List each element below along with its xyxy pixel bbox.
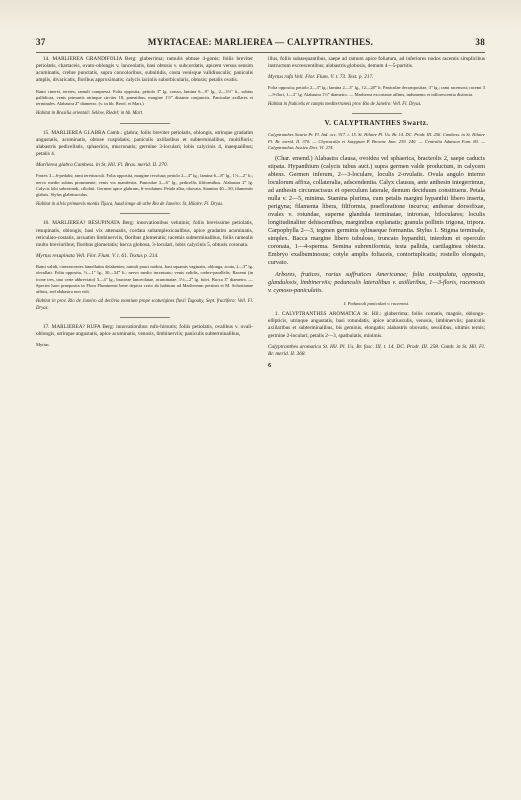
signature-mark: Myrtac. — [36, 342, 51, 348]
species-entry-17: 17. MARLIEREA? RUFA Berg: innovationibus rufo-hirsutis; foliis petiolatis, ovalibus v. ovali-oblongis, utrinque angustatis, apice acuminatis, venosis, limbinerviis; paniculis subterminalibus, — [36, 323, 253, 337]
species-habitat-14: Habitat in Brasilia orientali: Sellow, Riedel; in hb. Mart. — [36, 111, 144, 117]
species-description-14: Rami cinerei, teretes; ramuli compressi. Folia opposita, petiolo 3‴ lg. crasso, lamina 6—9″ lg., 2—3½″ lt., subtus pallidiora, venis primariis utrinque circiter 18, patentibus, margine 1½‴ distante conjunctis. Paniculae axillares et terminales. Alabastra 2‴ diametro. (v. in hb. Berol. et Mart.) — [36, 88, 253, 107]
right-column — [268, 56, 485, 786]
species-entry-14: 14. MARLIEREA GRANDIFOLIA Berg: glaberrima; ramulis obtuse 4-gonis; foliis breviter petiolatis, chartaceis, ovato-oblongis v. lanceolatis, basi obtusis v. subcordatis, apicem versus sensim acuminatis, crebre punctatis, supra concoloribus, subnitidis, costa venisque validiusculis; paniculis amplis, divaricatis, floribus approximatis; calycis laciniis suborbicularis, obtusis; petalis ovatis. — [36, 56, 253, 84]
separator — [120, 213, 170, 214]
left-column — [36, 56, 253, 786]
page-number-right: 38 — [475, 37, 485, 47]
running-header — [36, 37, 485, 51]
separator — [352, 113, 402, 114]
species-description-17: Folia opposita; petiolo 2—3‴ lg.; lamina 2—3″ lg., 12—20‴ lt. Paniculae decompositae, 3″ lg.; rami racemosi; racemi 3—9-flori, 1—2″ lg. Alabastra 1½‴ diametro. — Marlierea excoriatae affinis, indumento et inflorescentia distincta. — [268, 85, 485, 97]
species-entry-15: 15. MARLIEREA GLABRA Camb.: glabra; foliis breviter petiolatis, oblongis, utrinque gradatim angustatis, acuminatis, obtuse cuspidatis; paniculis axillaribus et subterminalibus, multifloris; alabastris pedicellatis, sphaericis, mucronatis; germine 3-loculari; lobis calycinis 4, inaequalibus; petalis 4. — [36, 129, 253, 157]
species-description-15: Frutex 3—6-pedalis; rami teretiusculi. Folia opposita, margine revoluta; petiolo 2—3‴ lg.; lamina 6—8″ lg., 1½—2″ lt.; nervo medio subtus prominente; venis vix manifestis. Paniculae 3—6″ lg., pedicellis filiformibus. Alabastra 2‴ lg. Calycis lobi subrotundi, ciliolati. Germen apice glabrum, 6-ovulatum. Petala alba, obovata. Stamina 40—50, filamentis glabris. Stylus glabriusculus. — [36, 173, 253, 197]
section-subheading: I. Pedunculi paniculati v. racemosi. — [343, 300, 410, 306]
page-signature: 6 — [268, 362, 272, 370]
species-synonym-15: Marlierea glabra Cambess. in St. Hil. Fl. Bras. merid. II. 270. — [36, 162, 168, 169]
running-title: MYRTACEAE: MARLIEREA — CALYPTRANTHES. — [147, 37, 374, 47]
genus-synonymy: Calyptranthes Swartz Pr. Fl. Ind. occ. 917. t. 15. St. Hilaire Pl. Us. Br. 14. DC. Prodr. III. 256. Cambess. in St. Hilaire Fl. Br. merid. II. 370. — Chytraculia et Suzygium P. Browne Jam. 239. 240. — Centralia Adanson Fam. 80. — Calyptranthus Jussieu Dict. VI. 274. — [268, 132, 485, 150]
genus-heading: V. CALYPTRANTHES Swartz. — [324, 119, 429, 128]
page-number-left: 37 — [36, 37, 46, 47]
species-synonym-16: Myrtus resupinata Vell. Flor. Flum. V. t. 61. Textus p. 214. — [36, 253, 159, 260]
species-synonym-calyptranthes-1: Calyptranthes aromatica St. Hil. Pl. Us. Br. fasc. III. t. 14. DC. Prodr. III. 258. Camb. in St. Hil. Fl. Br. merid. II. 368. — [268, 343, 485, 357]
species-entry-16: 16. MARLIEREA? RESUPINATA Berg: innovationibus velutinis; foliis brevissime petiolatis, resupinatis, oblongis, basi vix attenuatis, cordata subamplexicaulibus, apice gradatim acuminatis, reticulato-costatis, arcuatim limbinerviis, floribus glomeratis; racemis subterminalibus, foliis ramealis multo brevioribus; floribus glomeratis; bacca globosa, 3-loculari, lobis calycinis 5, obtusis coronata. — [36, 220, 253, 248]
genus-habit: Arbores, frutices, rarius suffrutices Americanae; folia exstipulata, opposita, glandulosis, limbinerviis; pedunculis lateralibus v. axillaribus, 1—3-floris, racemosis v. cymoso-paniculatis. — [268, 270, 485, 294]
species-synonym-17: Myrtus rufa Vell. Flor. Flum. V. t. 73. Text. p. 217. — [268, 74, 374, 81]
species-habitat-17: Habitat in fruticetis et campis mediterraneis prov. Rio de Janeiro: Vell. Fl. Dryas. — [268, 101, 422, 107]
species-entry-calyptranthes-1: 1. CALYPTRANTHES AROMATICA St. Hil.: glaberrima; foliis comatis, magnis, oblongo-ellipticis, utrinque angustatis, basi rotundatis, apice acutiusculis, venosis, limbinerviis; paniculis axillaribus et subterminalibus, bis geminis, elongatis; alabastris obovatis, sessilibus, ultimis ternis; germine 2-loculari; petalis 2—3, spathulatis, minimis. — [268, 311, 485, 339]
species-habitat-16: Habitat in prov. Rio de Janeiro ad declivia montium prope scaturigines fluvii Tagoahy, Sept. fructifera: Vell. Fl. Dryas. — [36, 299, 253, 311]
header-rule — [36, 52, 485, 53]
species-habitat-15: Habitat in silvis primaevis montis Tijuca, haud longe ab urbe Rio de Janeiro: St. Hilaire. Fl. Dryas. — [36, 202, 224, 208]
species-description-16: Rami validi, cinerascentes lamellatim delabentes; ramuli pauci nodosi, basi squamis vaginatis, oblonga, acuta, 2—3‴ lg. obvallati. Folia opposita, ½—1″ lg., 30—34‴ lt.; nervo medio incrassato; venis validis, crebre-parallelis. Racemi (in icone tres, uno certe abbreviato) 3—4″ lg., bracteae lanceolatae, acuminatae. 1½—2‴ lg. fulvi. Bacca 3‴ diametro. — Species haec praeposita in Flora Fluminensi bene depicta certo ab habitum ad Marlieream pertinet et M. Schottianae affinis, sed alabastra non vidi. — [36, 264, 253, 295]
species-entry-17-continued: illus, foliis subaequantibus, saepe ad ramum apice foliatum, ad inferiores nodos racemis simplicibus instructum excrescentibus; alabastris globosis, demum 4—5-partitis. — [268, 56, 485, 70]
page-top-margin — [0, 0, 521, 32]
genus-description: (Char. emend.) Alabastra clausa, ovoidea vel sphaerica, bracteolis 2, saepe caducis stipata. Hypanthium (calycis tubus auct.) supra germen valde productum, in calycem abiens. Germen inferum, 2—3-loculare, loculis 2-ovulatis. Ovula angulo interno loculorum affixa, collateralia, adscendentia. Calyx clausus, ante anthesin integerrimus, ad anthesin circumscissus et operculum laterale, demum deciduum constituens. Petala nulla v. 2—5, minima. Stamina plurima, cum petalis margini hypanthii libero inserta, perigyna; filamenta libera, filiformia, praefloratione incurva; antherae dorsofixae, ovales v. rotundae, superne glandula terminatae, introrsae, biloculares; loculis longitudinaliter dehiscentibus, marginibus explanatis; granula pollinis trigona, tripora. Carpophylla 2—3, tegmen germinis sylinaeque formantia. Stylus 1. Stigma terminale, simplex. Bacca margine libero tubuloso, truncato hypanthii, interdum et operculo coronata, 1—4-sperma. Semina subreniformia, testa pallida, cartilaginea obtecta. Embryo exalbuminosus; cotyle amplis foliaceis, contortuplicatis; rostello elongato, curvato. — [268, 154, 485, 266]
separator — [120, 317, 170, 318]
separator — [120, 123, 170, 124]
